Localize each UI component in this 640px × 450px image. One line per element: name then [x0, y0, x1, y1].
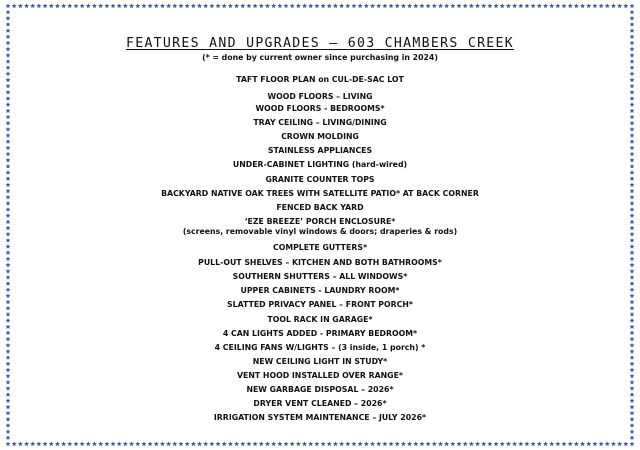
star-icon [185, 441, 190, 446]
star-icon [376, 441, 381, 446]
star-icon [148, 441, 153, 446]
feature-item: 4 CEILING FANS W/LIGHTS – (3 inside, 1 porch) * [214, 343, 426, 352]
star-icon [432, 441, 437, 446]
star-icon [6, 3, 11, 8]
star-icon [630, 238, 635, 243]
star-icon [61, 441, 66, 446]
star-icon [333, 441, 338, 446]
star-icon [277, 441, 282, 446]
feature-item: TRAY CEILING – LIVING/DINING [253, 118, 387, 127]
star-icon [290, 3, 295, 8]
star-icon [419, 441, 424, 446]
star-icon [179, 3, 184, 8]
feature-item-detail: (screens, removable vinyl windows & doors; draperies & rods) [182, 227, 458, 236]
star-icon [36, 3, 41, 8]
star-icon [6, 65, 11, 70]
star-icon [104, 441, 109, 446]
star-icon [228, 3, 233, 8]
star-icon [117, 3, 122, 8]
star-icon [135, 3, 140, 8]
feature-item: GRANITE COUNTER TOPS [265, 175, 375, 184]
star-icon [253, 441, 258, 446]
star-icon [574, 441, 579, 446]
star-icon [487, 3, 492, 8]
star-icon [549, 441, 554, 446]
star-icon [123, 441, 128, 446]
star-icon [481, 441, 486, 446]
star-icon [506, 3, 511, 8]
star-icon [617, 441, 622, 446]
star-icon [24, 3, 29, 8]
star-icon [364, 441, 369, 446]
star-icon [6, 22, 11, 27]
star-icon [364, 3, 369, 8]
star-icon [599, 441, 604, 446]
star-icon [463, 3, 468, 8]
star-icon [12, 3, 17, 8]
star-icon [12, 441, 17, 446]
star-icon [6, 238, 11, 243]
star-icon [487, 441, 492, 446]
star-icon [512, 3, 517, 8]
star-icon [308, 3, 313, 8]
star-icon [67, 441, 72, 446]
star-icon [185, 3, 190, 8]
star-icon [321, 441, 326, 446]
star-icon [154, 3, 159, 8]
star-icon [617, 3, 622, 8]
star-icon [395, 441, 400, 446]
star-icon [49, 441, 54, 446]
feature-item: SOUTHERN SHUTTERS – ALL WINDOWS* [232, 272, 408, 281]
star-icon [481, 3, 486, 8]
star-icon [463, 441, 468, 446]
star-icon [413, 3, 418, 8]
star-icon [518, 441, 523, 446]
star-icon [179, 441, 184, 446]
star-icon [382, 441, 387, 446]
star-icon [36, 441, 41, 446]
feature-item: TAFT FLOOR PLAN on CUL-DE-SAC LOT [236, 75, 404, 84]
star-icon [444, 441, 449, 446]
star-icon [531, 441, 536, 446]
star-icon [308, 441, 313, 446]
star-icon [216, 3, 221, 8]
star-icon [30, 441, 35, 446]
star-icon [284, 3, 289, 8]
star-icon [160, 441, 165, 446]
star-icon [426, 3, 431, 8]
star-icon [599, 3, 604, 8]
star-icon [586, 3, 591, 8]
star-icon [6, 429, 11, 434]
star-icon [611, 3, 616, 8]
star-icon [623, 3, 628, 8]
page-subtitle: (* = done by current owner since purchasing in 2024) [202, 53, 438, 62]
star-icon [154, 441, 159, 446]
star-icon [6, 28, 11, 33]
star-icon [605, 3, 610, 8]
star-icon [6, 435, 11, 440]
star-icon [191, 441, 196, 446]
star-icon [172, 3, 177, 8]
star-icon [302, 3, 307, 8]
star-icon [24, 441, 29, 446]
star-icon [475, 3, 480, 8]
star-icon [67, 3, 72, 8]
star-icon [630, 170, 635, 175]
star-icon [290, 441, 295, 446]
feature-item: NEW CEILING LIGHT IN STUDY* [252, 357, 388, 366]
feature-item: BACKYARD NATIVE OAK TREES WITH SATELLITE PATIO* AT BACK CORNER [161, 189, 479, 198]
star-icon [166, 3, 171, 8]
star-icon [73, 441, 78, 446]
star-icon [92, 3, 97, 8]
star-icon [222, 441, 227, 446]
star-icon [117, 441, 122, 446]
star-icon [370, 3, 375, 8]
star-icon [240, 441, 245, 446]
star-icon [469, 3, 474, 8]
star-icon [457, 3, 462, 8]
feature-item: 4 CAN LIGHTS ADDED - PRIMARY BEDROOM* [222, 329, 418, 338]
star-icon [141, 3, 146, 8]
star-icon [512, 441, 517, 446]
star-icon [43, 3, 48, 8]
star-icon [314, 3, 319, 8]
star-icon [246, 441, 251, 446]
star-icon [376, 3, 381, 8]
feature-item: PULL-OUT SHELVES – KITCHEN AND BOTH BATHROOMS* [198, 258, 442, 267]
star-icon [271, 3, 276, 8]
star-icon [630, 22, 635, 27]
star-icon [630, 65, 635, 70]
star-icon [259, 3, 264, 8]
star-icon [228, 441, 233, 446]
star-icon [457, 441, 462, 446]
star-icon [296, 3, 301, 8]
star-icon [568, 441, 573, 446]
star-icon [271, 441, 276, 446]
star-icon [630, 16, 635, 21]
star-icon [525, 3, 530, 8]
star-icon [6, 441, 11, 446]
star-icon [537, 3, 542, 8]
star-icon [129, 441, 134, 446]
star-icon [6, 16, 11, 21]
star-icon [506, 441, 511, 446]
feature-item: WOOD FLOORS - BEDROOMS* [255, 104, 385, 113]
star-icon [141, 441, 146, 446]
star-icon [450, 3, 455, 8]
star-icon [450, 441, 455, 446]
feature-item: UNDER-CABINET LIGHTING (hard-wired) [232, 160, 408, 169]
star-icon [605, 441, 610, 446]
star-icon [494, 3, 499, 8]
star-icon [253, 3, 258, 8]
star-icon [259, 441, 264, 446]
star-icon [494, 441, 499, 446]
star-icon [80, 441, 85, 446]
star-icon [98, 441, 103, 446]
star-icon [407, 3, 412, 8]
star-icon [92, 441, 97, 446]
star-icon [30, 3, 35, 8]
star-icon [104, 3, 109, 8]
star-icon [203, 441, 208, 446]
star-icon [86, 441, 91, 446]
star-icon [345, 441, 350, 446]
star-icon [327, 441, 332, 446]
star-icon [432, 3, 437, 8]
star-icon [623, 441, 628, 446]
star-icon [395, 3, 400, 8]
feature-item: FENCED BACK YARD [276, 203, 364, 212]
star-icon [246, 3, 251, 8]
star-icon [197, 441, 202, 446]
star-icon [135, 441, 140, 446]
star-icon [580, 441, 585, 446]
star-icon [358, 441, 363, 446]
star-icon [61, 3, 66, 8]
star-icon [469, 441, 474, 446]
star-icon [370, 441, 375, 446]
star-icon [240, 3, 245, 8]
star-icon [500, 3, 505, 8]
star-icon [537, 441, 542, 446]
star-icon [160, 3, 165, 8]
star-icon [382, 3, 387, 8]
feature-item: IRRIGATION SYSTEM MAINTENANCE – JULY 2026* [213, 413, 427, 422]
star-icon [592, 441, 597, 446]
star-icon [339, 441, 344, 446]
star-icon [592, 3, 597, 8]
page-title: FEATURES AND UPGRADES – 603 CHAMBERS CREEK [125, 36, 515, 51]
star-icon [18, 3, 23, 8]
star-icon [216, 441, 221, 446]
star-icon [296, 441, 301, 446]
star-icon [265, 3, 270, 8]
star-icon [630, 441, 635, 446]
feature-item: NEW GARBAGE DISPOSAL – 2026* [246, 385, 394, 394]
star-icon [562, 3, 567, 8]
star-icon [345, 3, 350, 8]
star-icon [86, 3, 91, 8]
star-icon [166, 441, 171, 446]
star-icon [148, 3, 153, 8]
star-icon [98, 3, 103, 8]
star-icon [129, 3, 134, 8]
star-icon [352, 441, 357, 446]
star-icon [284, 441, 289, 446]
star-icon [630, 429, 635, 434]
star-icon [568, 3, 573, 8]
star-icon [352, 3, 357, 8]
star-icon [234, 3, 239, 8]
star-icon [555, 3, 560, 8]
star-icon [419, 3, 424, 8]
feature-item: UPPER CABINETS - LAUNDRY ROOM* [240, 286, 400, 295]
star-icon [401, 3, 406, 8]
feature-item-porch-enclosure [0, 217, 640, 237]
star-icon [586, 441, 591, 446]
star-icon [302, 441, 307, 446]
star-icon [6, 10, 11, 15]
star-icon [209, 3, 214, 8]
star-icon [358, 3, 363, 8]
star-icon [426, 441, 431, 446]
star-icon [73, 3, 78, 8]
feature-item: STAINLESS APPLIANCES [267, 146, 373, 155]
star-icon [549, 3, 554, 8]
star-icon [630, 28, 635, 33]
star-icon [55, 441, 60, 446]
star-icon [543, 3, 548, 8]
star-icon [525, 441, 530, 446]
star-icon [339, 3, 344, 8]
star-icon [413, 441, 418, 446]
star-icon [444, 3, 449, 8]
star-icon [172, 441, 177, 446]
star-icon [191, 3, 196, 8]
star-icon [197, 3, 202, 8]
star-icon [18, 441, 23, 446]
star-icon [49, 3, 54, 8]
star-icon [580, 3, 585, 8]
star-icon [500, 441, 505, 446]
star-icon [111, 3, 116, 8]
star-icon [80, 3, 85, 8]
star-icon [531, 3, 536, 8]
star-icon [630, 10, 635, 15]
star-icon [630, 423, 635, 428]
star-icon [123, 3, 128, 8]
feature-item: VENT HOOD INSTALLED OVER RANGE* [237, 371, 403, 380]
star-icon [475, 441, 480, 446]
star-icon [209, 441, 214, 446]
feature-item: DRYER VENT CLEANED – 2026* [253, 399, 387, 408]
star-icon [555, 441, 560, 446]
star-icon [55, 3, 60, 8]
star-icon [277, 3, 282, 8]
star-icon [574, 3, 579, 8]
star-icon [203, 3, 208, 8]
feature-item: WOOD FLOORS – LIVING [267, 92, 373, 101]
star-icon [401, 441, 406, 446]
star-icon [630, 3, 635, 8]
star-icon [265, 441, 270, 446]
feature-item: SLATTED PRIVACY PANEL – FRONT PORCH* [227, 300, 413, 309]
star-icon [438, 3, 443, 8]
star-icon [333, 3, 338, 8]
feature-item: CROWN MOLDING [281, 132, 359, 141]
star-icon [518, 3, 523, 8]
feature-item: COMPLETE GUTTERS* [272, 243, 368, 252]
star-icon [234, 441, 239, 446]
star-icon [43, 441, 48, 446]
star-icon [407, 441, 412, 446]
star-icon [562, 441, 567, 446]
star-icon [327, 3, 332, 8]
star-icon [389, 441, 394, 446]
feature-item-label: ‘EZE BREEZE’ PORCH ENCLOSURE* [244, 217, 396, 226]
feature-item: TOOL RACK IN GARAGE* [267, 315, 373, 324]
star-icon [389, 3, 394, 8]
star-icon [630, 435, 635, 440]
star-icon [111, 441, 116, 446]
star-icon [611, 441, 616, 446]
star-icon [222, 3, 227, 8]
star-icon [321, 3, 326, 8]
star-icon [6, 423, 11, 428]
star-icon [314, 441, 319, 446]
star-icon [543, 441, 548, 446]
star-icon [438, 441, 443, 446]
star-icon [6, 170, 11, 175]
